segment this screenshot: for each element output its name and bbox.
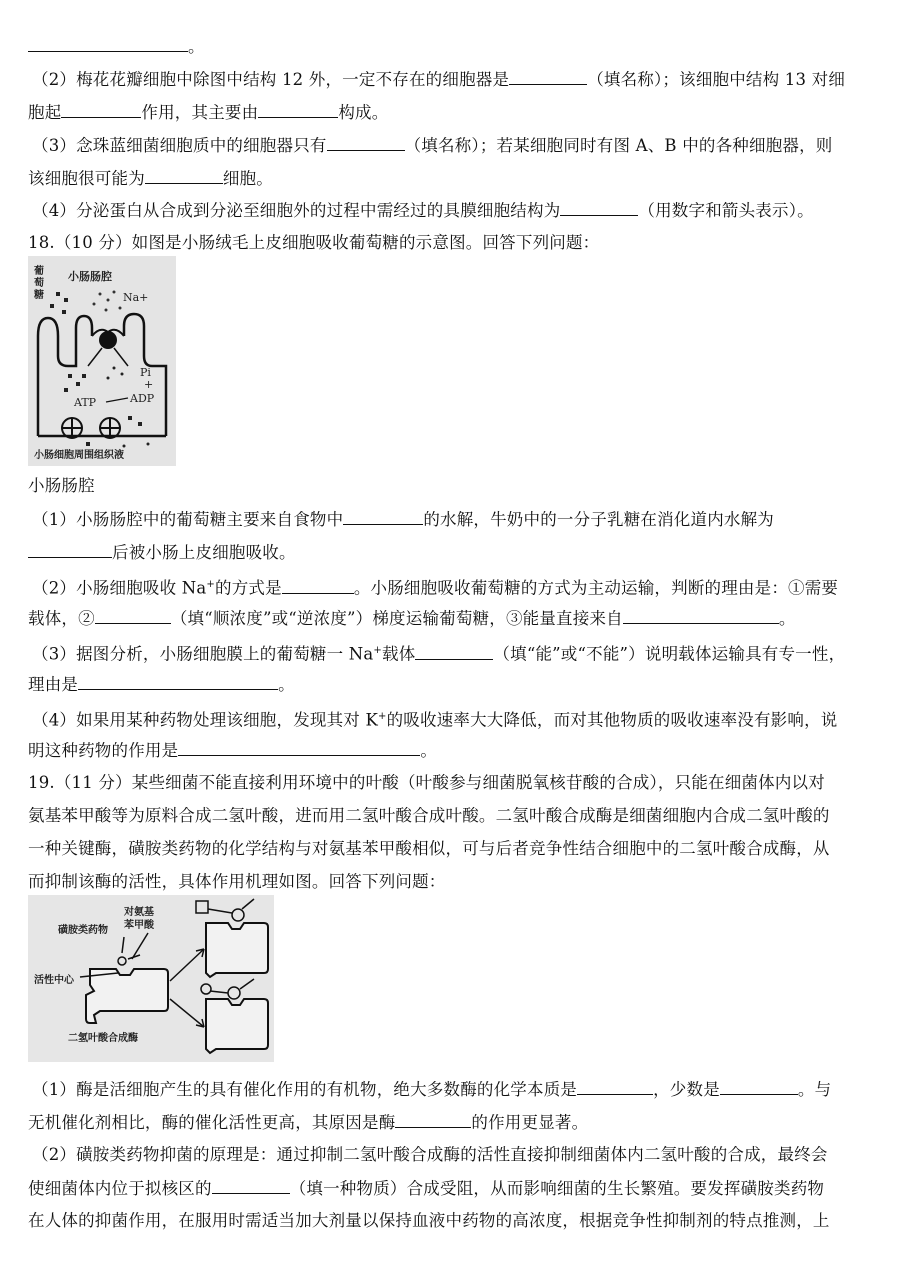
question-19-1-line1: [32, 1079, 884, 1100]
answer-blank[interactable]: [258, 102, 338, 118]
text: （2）梅花花瓣细胞中除图中结构 12 外，一定不存在的细胞器是: [32, 70, 510, 89]
lumen-label: 小肠肠腔: [68, 270, 112, 283]
text: 。与: [797, 1080, 832, 1099]
question-18-1-line1: [32, 509, 884, 530]
text: 载体: [382, 644, 416, 664]
question-18-2-line1: [32, 575, 884, 599]
question-18-stem: [28, 233, 880, 253]
text: （填“顺浓度”或“逆浓度”）梯度运输葡萄糖，③能量直接来自: [170, 609, 623, 628]
text: 的方式是: [215, 578, 282, 598]
text: 后被小肠上皮细胞吸收。: [112, 543, 296, 562]
text: （3）据图分析，小肠细胞膜上的葡萄糖一 Na: [32, 644, 374, 664]
text: 构成。: [338, 103, 389, 122]
question-18-4-line2: [28, 740, 880, 761]
answer-blank[interactable]: [145, 168, 223, 184]
question-19-2-line2: [28, 1178, 880, 1199]
carrier-protein: [99, 331, 117, 349]
question-19-2-line3: [28, 1211, 880, 1231]
answer-blank[interactable]: [282, 578, 354, 594]
text-line: [28, 36, 880, 57]
paba-label-2: 苯甲酸: [124, 920, 154, 931]
enzyme-upper: [206, 923, 268, 977]
active-center-label: 活性中心: [34, 975, 74, 986]
answer-blank[interactable]: [61, 102, 141, 118]
text: （2）小肠细胞吸收 Na: [32, 578, 207, 598]
text: 使细菌体内位于拟核区的: [28, 1179, 212, 1198]
question-18-4-line1: [32, 707, 884, 731]
question-19-stem-line3: [28, 839, 880, 859]
text: 的水解，牛奶中的一分子乳糖在消化道内水解为: [423, 510, 775, 529]
answer-blank[interactable]: [577, 1079, 653, 1095]
pi-label: Pi: [140, 366, 151, 379]
text: （填一种物质）合成受阻，从而影响细菌的生长繁殖。要发挥磺胺类药物: [289, 1179, 825, 1198]
text: +: [373, 645, 383, 656]
question-19-stem-line2: [28, 806, 880, 826]
enzyme-lower: [206, 999, 268, 1053]
text: 在人体的抑菌作用，在服用时需适当加大剂量以保持血液中药物的高浓度，根据竞争性抑制剂的特点推测，上: [28, 1211, 830, 1230]
figure-glucose-absorption: [28, 256, 176, 466]
question-17-2-line1: [32, 69, 884, 90]
adp-label: ADP: [130, 392, 155, 405]
text: +: [377, 711, 387, 722]
question-18-3-line1: [32, 641, 884, 665]
question-19-1-line2: [28, 1112, 880, 1133]
text: 19.（11 分）某些细菌不能直接利用环境中的叶酸（叶酸参与细菌脱氧核苷酸的合成），只能在细菌体内以对: [28, 773, 825, 792]
text: 而抑制该酶的活性，具体作用机理如图。回答下列问题：: [28, 872, 446, 891]
text: 。: [278, 675, 295, 694]
answer-blank[interactable]: [28, 542, 112, 558]
answer-blank[interactable]: [623, 608, 779, 624]
answer-blank[interactable]: [395, 1112, 471, 1128]
atp-label: ATP: [74, 396, 97, 409]
text: （1）小肠肠腔中的葡萄糖主要来自食物中: [32, 510, 344, 529]
text: 小肠肠腔: [28, 476, 95, 495]
answer-blank[interactable]: [509, 69, 587, 85]
enzyme-diagram: [28, 895, 274, 1062]
answer-blank[interactable]: [327, 135, 405, 151]
text: 。: [420, 741, 438, 760]
text: （3）念珠蓝细菌细胞质中的细胞器只有: [32, 136, 327, 155]
enzyme-label: 二氢叶酸合成酶: [68, 1033, 138, 1044]
paba-label-1: 对氨基: [124, 907, 154, 918]
plus-label: +: [144, 378, 154, 391]
text: +: [206, 579, 216, 590]
figure-enzyme-inhibition: [28, 895, 274, 1062]
text: 氨基苯甲酸等为原料合成二氢叶酸，进而用二氢叶酸合成叶酸。二氢叶酸合成酶是细菌细胞内合成二氢叶酸的: [28, 806, 830, 825]
question-18-1-line2: [28, 542, 880, 563]
glucose-label-2: 萄: [34, 278, 44, 289]
text: （1）酶是活细胞产生的具有催化作用的有机物，绝大多数酶的化学本质是: [32, 1080, 578, 1099]
text: 。: [188, 37, 205, 56]
answer-blank[interactable]: [415, 644, 493, 660]
cell-diagram: [28, 256, 176, 466]
text: 胞起: [28, 103, 62, 122]
text: （用数字和箭头表示）。: [638, 201, 814, 220]
question-17-3-line1: [32, 135, 884, 156]
text: （4）如果用某种药物处理该细胞，发现其对 K: [32, 710, 378, 730]
answer-blank[interactable]: [95, 608, 171, 624]
text: （填名称）；该细胞中结构 13 对细: [587, 70, 846, 89]
glucose-label-3: 糖: [34, 290, 44, 301]
tissue-fluid-label: 小肠细胞周围组织液: [34, 450, 124, 461]
answer-blank[interactable]: [560, 200, 638, 216]
question-18-3-line2: [28, 674, 880, 695]
figure-18-caption: [28, 476, 880, 496]
text: 。小肠细胞吸收葡萄糖的方式为主动运输，判断的理由是：①需要: [353, 578, 839, 598]
text: 一种关键酶，磺胺类药物的化学结构与对氨基苯甲酸相似，可与后者竞争性结合细胞中的二氢叶酸合成酶，从: [28, 839, 830, 858]
text: （4）分泌蛋白从合成到分泌至细胞外的过程中需经过的具膜细胞结构为: [32, 201, 561, 220]
answer-blank[interactable]: [78, 674, 278, 690]
question-17-3-line2: [28, 168, 880, 189]
text: 明这种药物的作用是: [28, 741, 179, 760]
answer-blank[interactable]: [720, 1079, 798, 1095]
na-label: Na+: [123, 291, 149, 304]
text: （填“能”或“不能”）说明载体运输具有专一性，: [493, 644, 846, 664]
drug-label: 磺胺类药物: [58, 925, 108, 936]
text: ，少数是: [653, 1080, 720, 1099]
text: 该细胞很可能为: [28, 169, 145, 188]
text: 18.（10 分）如图是小肠绒毛上皮细胞吸收葡萄糖的示意图。回答下列问题：: [28, 233, 600, 252]
question-17-4-line: [32, 200, 884, 221]
question-18-2-line2: [28, 608, 880, 629]
text: 载体，②: [28, 609, 95, 628]
question-19-stem-line1: [28, 773, 880, 793]
glucose-label-1: 葡: [34, 266, 44, 277]
text: 作用，其主要由: [141, 103, 259, 122]
text: 理由是: [28, 675, 79, 694]
question-19-2-line1: [32, 1145, 884, 1165]
question-17-2-line2: [28, 102, 880, 123]
answer-blank[interactable]: [343, 509, 423, 525]
text: 。: [778, 609, 796, 628]
answer-blank[interactable]: [178, 740, 420, 756]
text: 的吸收速率大大降低，而对其他物质的吸收速率没有影响，说: [386, 710, 838, 730]
text: 的作用更显著。: [471, 1113, 589, 1132]
answer-blank[interactable]: [28, 36, 188, 52]
question-19-stem-line4: [28, 872, 880, 892]
answer-blank[interactable]: [212, 1178, 290, 1194]
text: （填名称）；若某细胞同时有图 A、B 中的各种细胞器，则: [404, 136, 833, 155]
text: 无机催化剂相比，酶的催化活性更高，其原因是酶: [28, 1113, 396, 1132]
text: （2）磺胺类药物抑菌的原理是：通过抑制二氢叶酸合成酶的活性直接抑制细菌体内二氢叶酸的合成，最终会: [32, 1145, 828, 1164]
text: 细胞。: [222, 169, 274, 188]
